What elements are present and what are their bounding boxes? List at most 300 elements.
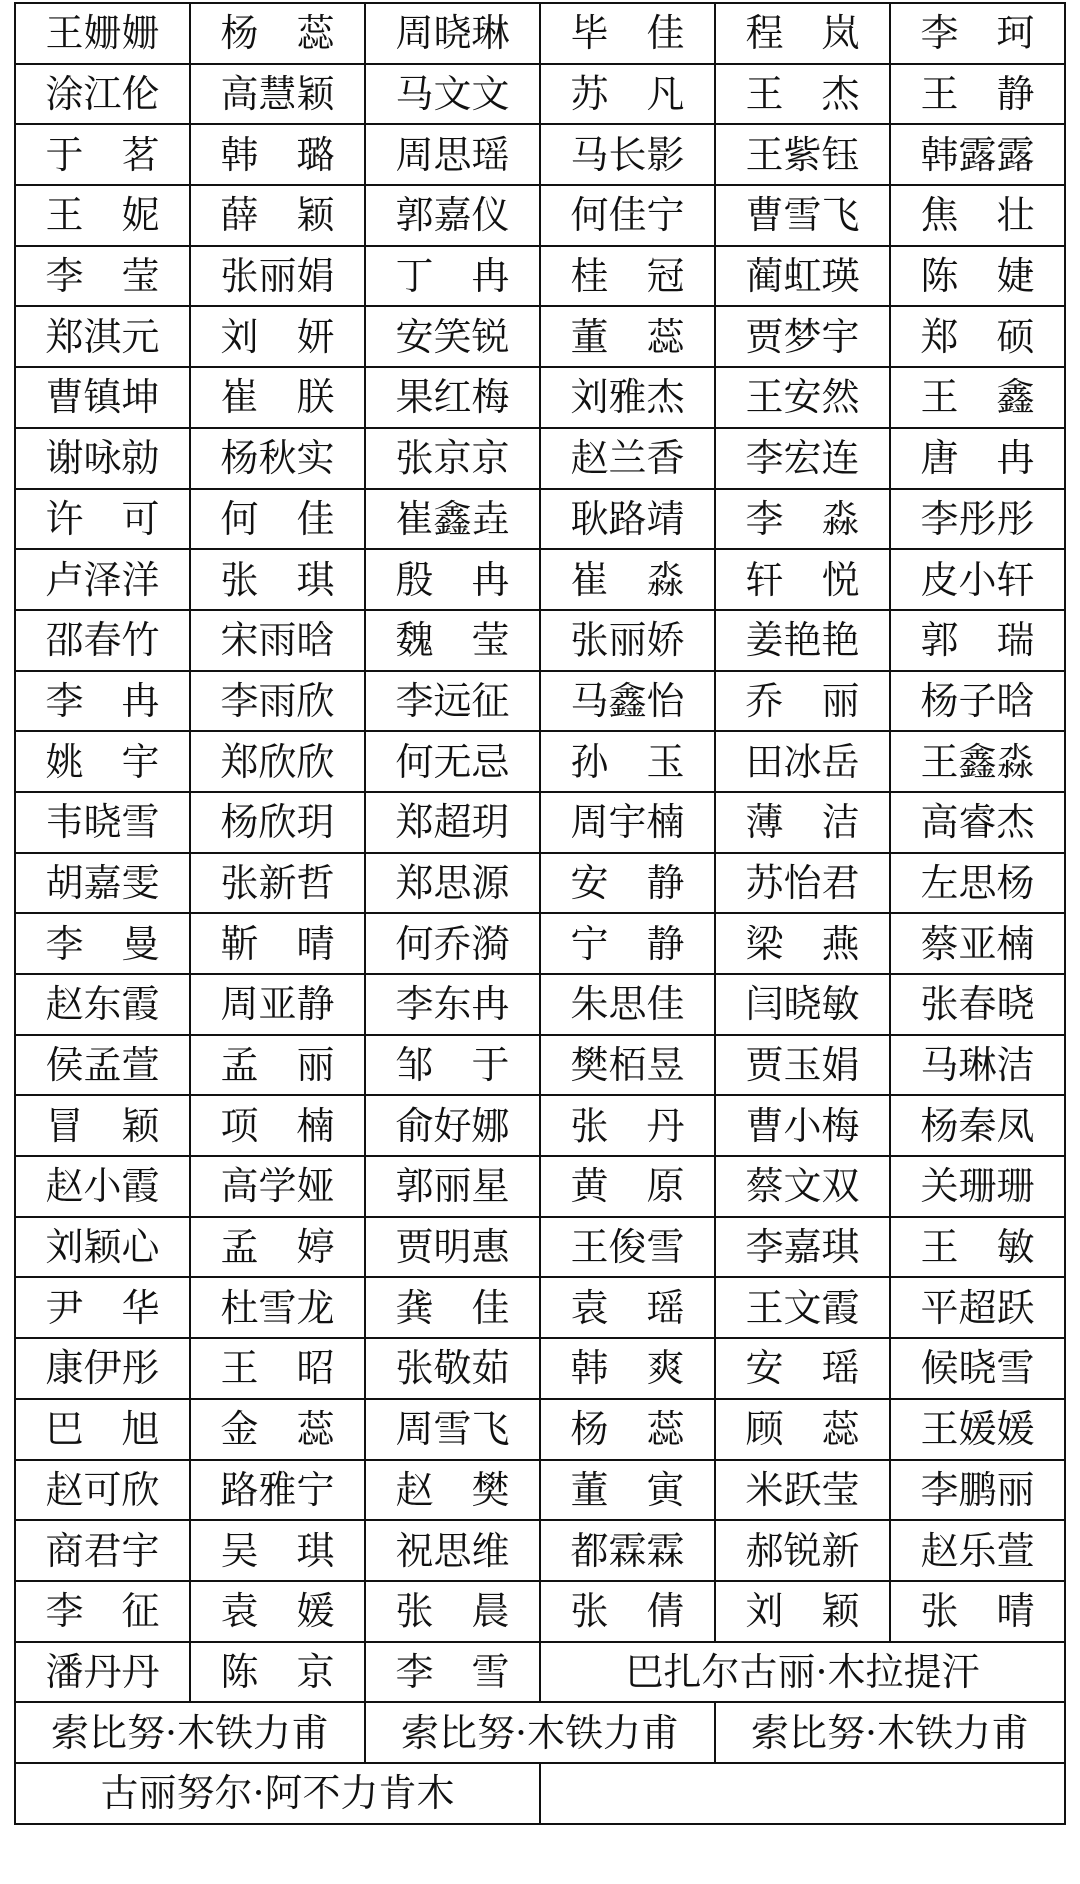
table-cell: [190, 489, 365, 550]
name-text: 商君宇: [45, 1528, 160, 1573]
table-cell: [190, 64, 365, 125]
name-text: 赵小霞: [45, 1164, 160, 1209]
table-cell: [365, 792, 540, 853]
name-text: 郑超玥: [395, 800, 510, 845]
table-cell: [715, 792, 890, 853]
name-text: 王 鑫: [920, 375, 1035, 420]
table-cell: [540, 489, 715, 550]
name-text: 巴扎尔古丽·木拉提汗: [625, 1649, 980, 1694]
table-cell: [190, 246, 365, 307]
table-row: [15, 731, 1065, 792]
name-text: 郭 瑞: [920, 618, 1035, 663]
table-row: [15, 671, 1065, 732]
table-cell: [715, 1520, 890, 1581]
table-cell: [15, 367, 190, 428]
name-text: 高慧颖: [220, 72, 335, 117]
name-text: 郭嘉仪: [395, 193, 510, 238]
table-cell: [365, 853, 540, 914]
table-cell: [890, 428, 1065, 489]
name-text: 索比努·木铁力甫: [750, 1710, 1030, 1755]
table-row: [15, 1642, 1065, 1703]
table-cell: [715, 671, 890, 732]
name-text: 程 岚: [745, 11, 860, 56]
table-cell: [540, 1520, 715, 1581]
table-cell: [715, 124, 890, 185]
name-text: 邵春竹: [45, 618, 160, 663]
table-cell: [890, 1338, 1065, 1399]
name-text: 潘丹丹: [45, 1649, 160, 1694]
name-text: 谢咏勍: [45, 436, 160, 481]
table-cell: [540, 1035, 715, 1096]
name-text: 安笑锐: [395, 314, 510, 359]
name-text: 郑欣欣: [220, 739, 335, 784]
name-text: 马长影: [570, 132, 685, 177]
table-cell: [190, 124, 365, 185]
table-cell: [190, 1095, 365, 1156]
name-text: 姜艳艳: [745, 618, 860, 663]
table-cell: [890, 610, 1065, 671]
table-cell: [715, 489, 890, 550]
name-text: 崔 淼: [570, 557, 685, 602]
table-cell: [890, 1035, 1065, 1096]
name-text: 韩露露: [920, 132, 1035, 177]
table-cell: [15, 549, 190, 610]
name-text: 王安然: [745, 375, 860, 420]
name-text: 邹 于: [395, 1043, 510, 1088]
table-cell: [365, 489, 540, 550]
name-text: 张 倩: [570, 1589, 685, 1634]
name-text: 张京京: [395, 436, 510, 481]
table-row: [15, 1763, 1065, 1824]
table-cell: [15, 1642, 190, 1703]
table-cell: [190, 1338, 365, 1399]
table-cell: [540, 1338, 715, 1399]
table-row: [15, 124, 1065, 185]
table-row: [15, 974, 1065, 1035]
name-text: 路雅宁: [220, 1467, 335, 1512]
name-text: 杜雪龙: [220, 1285, 335, 1330]
table-cell: [15, 1338, 190, 1399]
table-cell: [715, 974, 890, 1035]
name-text: 冒 颖: [45, 1103, 160, 1148]
name-text: 王媛媛: [920, 1407, 1035, 1452]
table-cell: [190, 549, 365, 610]
table-cell: [190, 792, 365, 853]
name-text: 高学娅: [220, 1164, 335, 1209]
table-cell: [365, 610, 540, 671]
table-cell: [15, 853, 190, 914]
table-cell: [15, 671, 190, 732]
name-text: 韩 爽: [570, 1346, 685, 1391]
table-cell: [15, 913, 190, 974]
name-text: 王文霞: [745, 1285, 860, 1330]
table-cell: [365, 185, 540, 246]
name-text: 都霖霖: [570, 1528, 685, 1573]
name-text: 袁 媛: [220, 1589, 335, 1634]
name-text: 俞好娜: [395, 1103, 510, 1148]
name-text: 吴 琪: [220, 1528, 335, 1573]
name-text: 杨子晗: [920, 678, 1035, 723]
table-row: [15, 1702, 1065, 1763]
table-cell: [540, 974, 715, 1035]
table-cell: [190, 1156, 365, 1217]
name-text: 殷 冉: [395, 557, 510, 602]
table-row: [15, 64, 1065, 125]
name-text: 龚 佳: [395, 1285, 510, 1330]
name-text: 姚 宇: [45, 739, 160, 784]
name-text: 卢泽洋: [45, 557, 160, 602]
name-text: 李东冉: [395, 982, 510, 1027]
name-text: 梁 燕: [745, 921, 860, 966]
table-cell: [190, 1217, 365, 1278]
table-cell: [715, 1156, 890, 1217]
table-cell: [715, 610, 890, 671]
table-cell: [715, 185, 890, 246]
name-text: 项 楠: [220, 1103, 335, 1148]
name-text: 李 莹: [45, 254, 160, 299]
table-cell-wide: [15, 1763, 540, 1824]
table-row: [15, 792, 1065, 853]
name-text: 周雪飞: [395, 1407, 510, 1452]
name-text: 周宇楠: [570, 800, 685, 845]
table-row: [15, 1035, 1065, 1096]
table-row: [15, 246, 1065, 307]
name-text: 王紫钰: [745, 132, 860, 177]
table-cell: [715, 367, 890, 428]
name-text: 苏 凡: [570, 72, 685, 117]
name-text: 张丽娇: [570, 618, 685, 663]
name-text: 何无忌: [395, 739, 510, 784]
name-text: 涂江伦: [45, 72, 160, 117]
table-cell: [15, 64, 190, 125]
table-cell: [540, 549, 715, 610]
name-text: 金 蕊: [220, 1407, 335, 1452]
table-cell: [365, 64, 540, 125]
table-cell: [15, 3, 190, 64]
table-cell: [890, 124, 1065, 185]
table-row: [15, 913, 1065, 974]
name-text: 薛 颖: [220, 193, 335, 238]
table-row: [15, 1520, 1065, 1581]
name-text: 周思瑶: [395, 132, 510, 177]
name-text: 孙 玉: [570, 739, 685, 784]
name-text: 田冰岳: [745, 739, 860, 784]
name-text: 孟 婷: [220, 1225, 335, 1270]
name-text: 巴 旭: [45, 1407, 160, 1452]
table-cell: [890, 64, 1065, 125]
name-text: 丁 冉: [395, 254, 510, 299]
table-cell: [890, 731, 1065, 792]
name-text: 曹雪飞: [745, 193, 860, 238]
table-cell: [540, 185, 715, 246]
table-cell: [15, 1217, 190, 1278]
name-text: 李 冉: [45, 678, 160, 723]
name-text: 贾玉娟: [745, 1043, 860, 1088]
name-text: 张春晓: [920, 982, 1035, 1027]
table-cell: [890, 306, 1065, 367]
table-cell: [190, 671, 365, 732]
table-cell: [540, 671, 715, 732]
table-row: [15, 1581, 1065, 1642]
table-cell: [715, 853, 890, 914]
table-cell: [365, 246, 540, 307]
name-text: 李 珂: [920, 11, 1035, 56]
name-text: 赵乐萱: [920, 1528, 1035, 1573]
table-cell: [890, 1156, 1065, 1217]
table-cell: [365, 1338, 540, 1399]
name-text: 蔺虹瑛: [745, 254, 860, 299]
table-cell: [540, 1277, 715, 1338]
table-row: [15, 367, 1065, 428]
table-cell: [365, 1520, 540, 1581]
table-cell: [715, 1399, 890, 1460]
table-cell: [540, 246, 715, 307]
name-text: 何 佳: [220, 496, 335, 541]
table-cell: [190, 428, 365, 489]
table-cell: [190, 3, 365, 64]
table-cell: [890, 671, 1065, 732]
table-cell: [540, 792, 715, 853]
name-text: 赵可欣: [45, 1467, 160, 1512]
table-cell: [190, 1277, 365, 1338]
name-text: 关珊珊: [920, 1164, 1035, 1209]
table-cell: [190, 367, 365, 428]
table-row: [15, 1460, 1065, 1521]
table-cell: [890, 1581, 1065, 1642]
table-cell: [190, 1035, 365, 1096]
table-cell: [15, 489, 190, 550]
table-cell: [540, 731, 715, 792]
name-text: 尹 华: [45, 1285, 160, 1330]
name-text: 赵兰香: [570, 436, 685, 481]
table-cell: [190, 1460, 365, 1521]
table-cell: [540, 913, 715, 974]
name-text: 侯孟萱: [45, 1043, 160, 1088]
name-text: 何乔漪: [395, 921, 510, 966]
table-cell: [190, 853, 365, 914]
table-cell: [540, 1460, 715, 1521]
table-cell: [190, 913, 365, 974]
table-cell: [15, 792, 190, 853]
name-text: 古丽努尔·阿不力肯木: [100, 1771, 455, 1816]
table-cell: [540, 610, 715, 671]
name-text: 黄 原: [570, 1164, 685, 1209]
name-text: 索比努·木铁力甫: [50, 1710, 330, 1755]
table-cell: [715, 731, 890, 792]
table-cell: [890, 1520, 1065, 1581]
name-text: 崔 朕: [220, 375, 335, 420]
name-text: 唐 冉: [920, 436, 1035, 481]
name-text: 郭丽星: [395, 1164, 510, 1209]
table-cell: [540, 428, 715, 489]
name-text: 张丽娟: [220, 254, 335, 299]
name-text: 周晓琳: [395, 11, 510, 56]
name-text: 韩 璐: [220, 132, 335, 177]
table-cell: [540, 1581, 715, 1642]
name-text: 索比努·木铁力甫: [400, 1710, 680, 1755]
name-text: 苏怡君: [745, 860, 860, 905]
table-row: [15, 610, 1065, 671]
name-text: 闫晓敏: [745, 982, 860, 1027]
table-row: [15, 1156, 1065, 1217]
name-text: 杨秦凤: [920, 1103, 1035, 1148]
name-text: 安 瑶: [745, 1346, 860, 1391]
table-cell: [365, 1095, 540, 1156]
name-text: 轩 悦: [745, 557, 860, 602]
table-cell: [15, 1095, 190, 1156]
name-text: 许 可: [45, 496, 160, 541]
name-text: 宋雨晗: [220, 618, 335, 663]
table-cell: [540, 3, 715, 64]
table-cell: [365, 1035, 540, 1096]
name-text: 祝思维: [395, 1528, 510, 1573]
name-text: 乔 丽: [745, 678, 860, 723]
name-text: 李 雪: [395, 1649, 510, 1694]
name-text: 杨欣玥: [220, 800, 335, 845]
table-cell: [15, 246, 190, 307]
table-cell: [890, 549, 1065, 610]
name-text: 孟 丽: [220, 1043, 335, 1088]
table-cell: [365, 1217, 540, 1278]
table-cell: [715, 1095, 890, 1156]
name-text: 何佳宁: [570, 193, 685, 238]
name-text: 李 曼: [45, 921, 160, 966]
table-cell: [540, 1095, 715, 1156]
name-text: 康伊彤: [45, 1346, 160, 1391]
table-cell: [365, 974, 540, 1035]
name-text: 杨 蕊: [220, 11, 335, 56]
name-text: 袁 瑶: [570, 1285, 685, 1330]
table-cell: [890, 1460, 1065, 1521]
name-text: 李彤彤: [920, 496, 1035, 541]
table-cell: [890, 1277, 1065, 1338]
table-cell: [715, 1460, 890, 1521]
table-cell: [15, 1520, 190, 1581]
table-cell: [890, 1217, 1065, 1278]
name-text: 杨秋实: [220, 436, 335, 481]
name-text: 樊栢昱: [570, 1043, 685, 1088]
name-text: 贾明惠: [395, 1225, 510, 1270]
name-text: 安 静: [570, 860, 685, 905]
table-cell: [715, 428, 890, 489]
table-row: [15, 1399, 1065, 1460]
table-cell: [15, 731, 190, 792]
name-text: 杨 蕊: [570, 1407, 685, 1452]
name-text: 李鹏丽: [920, 1467, 1035, 1512]
table-cell: [190, 731, 365, 792]
name-text: 蔡亚楠: [920, 921, 1035, 966]
name-text: 耿路靖: [570, 496, 685, 541]
table-cell: [715, 549, 890, 610]
name-text: 张 晴: [920, 1589, 1035, 1634]
table-row: [15, 853, 1065, 914]
name-text: 张 丹: [570, 1103, 685, 1148]
table-cell: [890, 853, 1065, 914]
table-cell: [190, 1520, 365, 1581]
name-text: 蔡文双: [745, 1164, 860, 1209]
table-row: [15, 1277, 1065, 1338]
table-cell: [365, 1460, 540, 1521]
table-cell: [890, 3, 1065, 64]
name-text: 刘颖心: [45, 1225, 160, 1270]
table-cell: [715, 3, 890, 64]
table-cell: [890, 489, 1065, 550]
name-text: 王 昭: [220, 1346, 335, 1391]
table-cell: [15, 1035, 190, 1096]
table-row: [15, 549, 1065, 610]
name-text: 高睿杰: [920, 800, 1035, 845]
name-text: 桂 冠: [570, 254, 685, 299]
table-cell: [540, 1399, 715, 1460]
table-cell: [365, 913, 540, 974]
table-cell: [365, 1642, 540, 1703]
table-cell-empty: [540, 1763, 1065, 1824]
table-cell: [715, 1338, 890, 1399]
table-cell: [15, 610, 190, 671]
table-row: [15, 428, 1065, 489]
table-cell: [540, 64, 715, 125]
table-row: [15, 1095, 1065, 1156]
name-text: 董 寅: [570, 1467, 685, 1512]
name-text: 平超跃: [920, 1285, 1035, 1330]
name-text: 李远征: [395, 678, 510, 723]
name-text: 陈 京: [220, 1649, 335, 1694]
table-cell: [365, 1277, 540, 1338]
table-cell: [365, 549, 540, 610]
name-text: 李宏连: [745, 436, 860, 481]
name-text: 左思杨: [920, 860, 1035, 905]
table-cell: [365, 1581, 540, 1642]
name-table: [14, 2, 1066, 1825]
name-text: 张 琪: [220, 557, 335, 602]
table-cell: [365, 731, 540, 792]
table-cell: [365, 671, 540, 732]
table-row: [15, 3, 1065, 64]
name-text: 王 杰: [745, 72, 860, 117]
table-cell: [365, 428, 540, 489]
table-cell: [890, 792, 1065, 853]
table-cell: [365, 124, 540, 185]
name-text: 果红梅: [395, 375, 510, 420]
table-cell: [15, 1460, 190, 1521]
name-text: 王姗姗: [45, 11, 160, 56]
table-cell: [715, 1277, 890, 1338]
table-cell: [890, 974, 1065, 1035]
name-text: 马文文: [395, 72, 510, 117]
table-cell: [715, 1035, 890, 1096]
table-cell: [715, 306, 890, 367]
table-cell: [190, 1581, 365, 1642]
name-text: 宁 静: [570, 921, 685, 966]
table-cell: [365, 1399, 540, 1460]
name-text: 郑思源: [395, 860, 510, 905]
name-text: 赵 樊: [395, 1467, 510, 1512]
name-text: 刘 妍: [220, 314, 335, 359]
name-text: 曹镇坤: [45, 375, 160, 420]
name-text: 焦 壮: [920, 193, 1035, 238]
table-cell: [890, 1399, 1065, 1460]
table-row: [15, 1217, 1065, 1278]
table-cell-wide: [15, 1702, 365, 1763]
name-text: 王 敏: [920, 1225, 1035, 1270]
name-text: 李 淼: [745, 496, 860, 541]
table-cell: [540, 853, 715, 914]
name-text: 董 蕊: [570, 314, 685, 359]
table-cell: [365, 367, 540, 428]
name-text: 张 晨: [395, 1589, 510, 1634]
table-cell-wide: [540, 1642, 1065, 1703]
table-row: [15, 1338, 1065, 1399]
